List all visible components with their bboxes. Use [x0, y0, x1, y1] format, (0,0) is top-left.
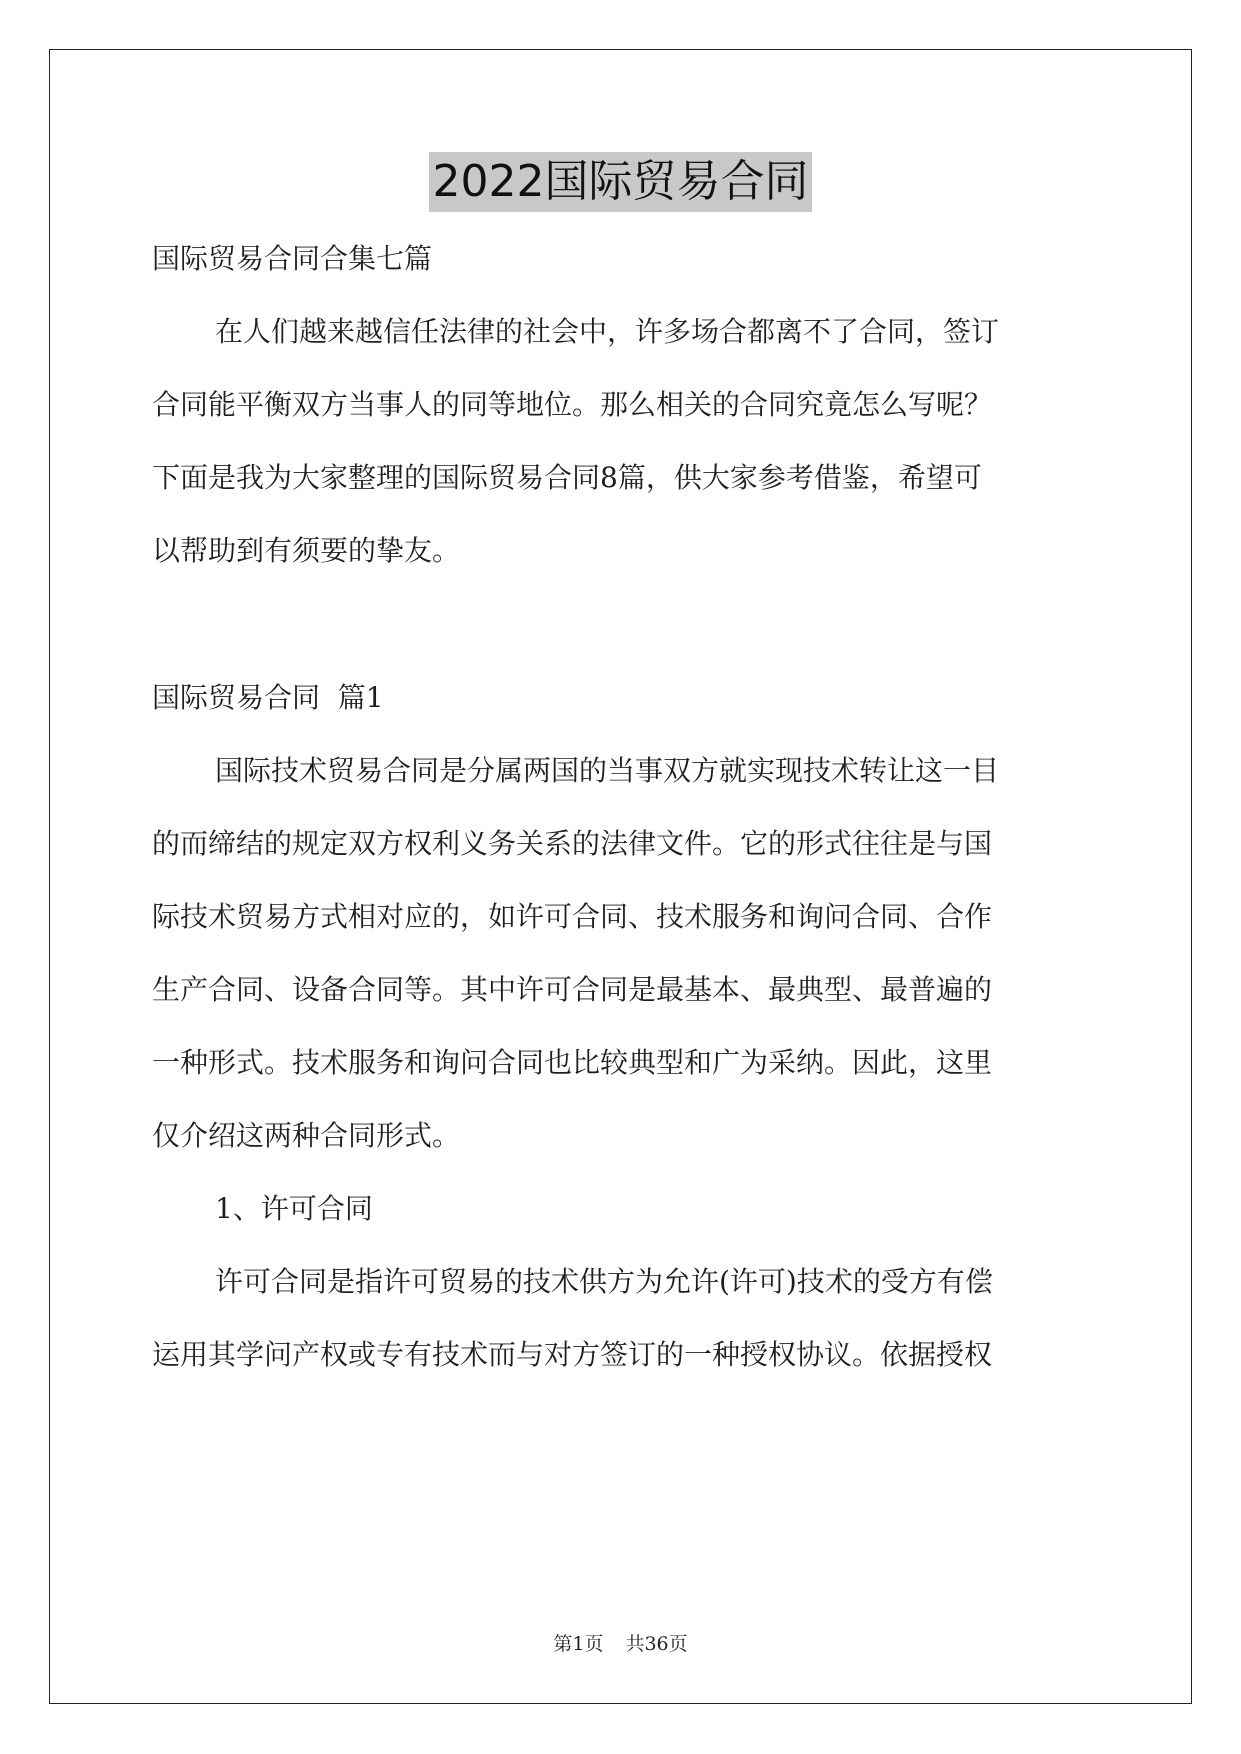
- intro-line-2: 合同能平衡双方当事人的同等地位。那么相关的合同究竟怎么写呢？: [152, 388, 993, 421]
- footer-total-pages: 共36页: [625, 1633, 688, 1655]
- title-container: [0, 152, 1241, 212]
- section-line-1: 国际技术贸易合同是分属两国的当事双方就实现技术转让这一目: [215, 754, 1000, 787]
- document-title: 2022国际贸易合同: [429, 152, 813, 212]
- section-heading: 国际贸易合同 篇1: [152, 681, 384, 714]
- page-border: [49, 49, 1192, 1704]
- intro-line-1: 在人们越来越信任法律的社会中，许多场合都离不了合同，签订: [215, 315, 1000, 348]
- intro-line-4: 以帮助到有须要的挚友。: [152, 534, 461, 567]
- section-line-2: 的而缔结的规定双方权利义务关系的法律文件。它的形式往往是与国: [152, 827, 993, 860]
- section-line-5: 一种形式。技术服务和询问合同也比较典型和广为采纳。因此，这里: [152, 1046, 993, 1079]
- page-footer: [0, 1631, 1241, 1657]
- footer-current-page: 第1页: [553, 1633, 604, 1655]
- subsection-line-2: 运用其学问产权或专有技术而与对方签订的一种授权协议。依据授权: [152, 1338, 993, 1371]
- intro-line-3: 下面是我为大家整理的国际贸易合同8篇，供大家参考借鉴，希望可: [152, 461, 982, 494]
- section-line-6: 仅介绍这两种合同形式。: [152, 1119, 461, 1152]
- subsection-line-1: 许可合同是指许可贸易的技术供方为允许(许可)技术的受方有偿: [215, 1265, 993, 1298]
- section-line-3: 际技术贸易方式相对应的，如许可合同、技术服务和询问合同、合作: [152, 900, 993, 933]
- section-line-4: 生产合同、设备合同等。其中许可合同是最基本、最典型、最普遍的: [152, 973, 993, 1006]
- subsection-heading: 1、许可合同: [215, 1192, 373, 1225]
- document-subtitle: 国际贸易合同合集七篇: [152, 242, 433, 275]
